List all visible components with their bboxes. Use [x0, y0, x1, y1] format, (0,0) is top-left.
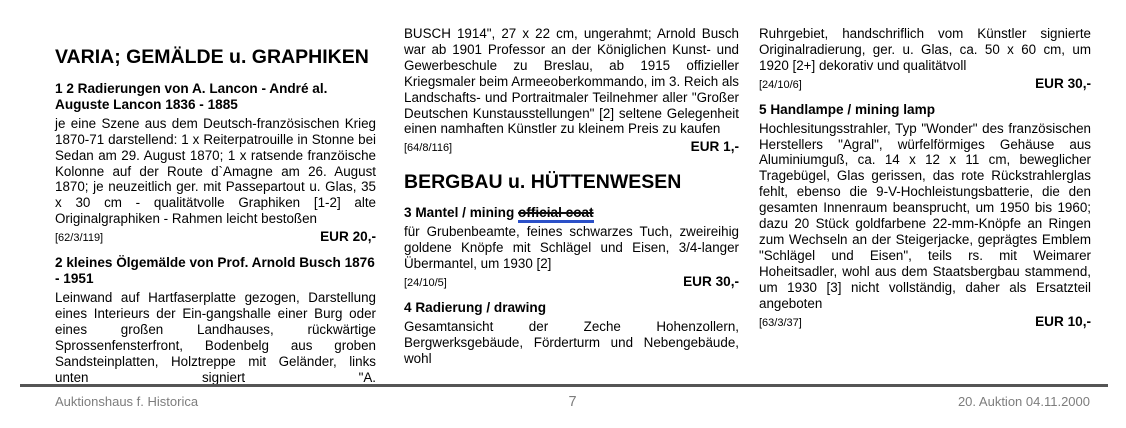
lot-ref: [24/10/5]	[404, 276, 447, 289]
lot-price: EUR 30,-	[683, 273, 739, 289]
lot-ref: [64/8/116]	[404, 142, 453, 155]
lot-item-4	[404, 300, 739, 367]
lot-item-1	[55, 81, 376, 246]
lot-title-text: 3 Mantel / mining	[404, 205, 519, 221]
footer-auction-info: 20. Auktion 04.11.2000	[957, 394, 1090, 409]
lot-description: je eine Szene aus dem Deutsch-französischen Krieg 1870-71 darstellend: 1 x Reiterpatrouille in Stonne bei Sedan am 29. August 1870; 1 x ratsende franzöische Kolonne auf der Route d`Amagne am 26. August 1870; je neuzeitlich ger. mit Passepartout u. Glas, 35 x 30 cm - qualitätvolle Graphiken [1-2] alte Originalgraphiken - Rahmen leicht bestoßen	[55, 115, 376, 227]
lot-description: Gesamtansicht der Zeche Hohenzollern, Bergwerksgebäude, Förderturm und Nebengebäude, wohl	[404, 318, 739, 366]
lot-title: 4 Radierung / drawing	[404, 299, 546, 315]
lot-price: EUR 10,-	[1035, 313, 1091, 329]
lot-item-2	[55, 255, 376, 385]
column-right	[759, 26, 1091, 332]
lot-title: 2 kleines Ölgemälde von Prof. Arnold Busch 1876 - 1951	[55, 255, 375, 287]
lot-title: 1 2 Radierungen von A. Lancon - André al. Auguste Lancon 1836 - 1885	[55, 81, 328, 112]
lot-title: 5 Handlampe / mining lamp	[759, 101, 935, 117]
section-heading-varia: VARIA; GEMÄLDE u. GRAPHIKEN	[55, 46, 369, 68]
struck-text: official coat	[518, 205, 594, 221]
lot-ref-price-row	[404, 274, 739, 291]
column-middle	[404, 26, 739, 367]
lot-description-continuation: Ruhrgebiet, handschriflich vom Künstler signierte Originalradierung, ger. u. Glas, ca. 50 x 60 cm, um 1920 [2+] dekorativ und qualitätvoll	[759, 26, 1091, 73]
lot-description: Leinwand auf Hartfaserplatte gezogen, Darstellung eines Interieurs der Ein-gangshalle einer Burg oder eines großen Landhauses, rückwärtige Sprossenfensterfront, Bodenbelg aus groben Sandsteinplatten, Holztreppe mit Geländer, links unten signiert "A.	[55, 289, 376, 385]
lot-ref-price-row	[404, 139, 739, 156]
lot-ref: [63/3/37]	[759, 316, 802, 329]
footer-divider-rule	[20, 384, 1108, 387]
lot-item-3	[404, 205, 739, 291]
lot-ref: [62/3/119]	[55, 232, 104, 245]
lot-ref: [24/10/6]	[759, 78, 802, 91]
section-heading-bergbau: BERGBAU u. HÜTTENWESEN	[404, 171, 682, 194]
lot-description-continuation: BUSCH 1914", 27 x 22 cm, ungerahmt; Arnold Busch war ab 1901 Professor an der Königlichen Kunst- und Gewerbeschule zu Breslau, ab 1915 offizieller Kriegsmaler beim Armeeoberkommando, im 3. Reich als Landschafts- und Portraitmaler Teilnehmer aller "Großer Deutschen Kunstausstellungen" [2] seltene Gelegenheit einen namhaften Künstler zu kleinem Preis zu kaufen	[404, 26, 739, 137]
footer-page-number: 7	[568, 394, 577, 410]
lot-description: für Grubenbeamte, feines schwarzes Tuch, zweireihig goldene Knöpfe mit Schlägel und Eisen, 3/4-langer Übermantel, um 1930 [2]	[404, 224, 739, 272]
column-left	[55, 46, 376, 385]
lot-price: EUR 1,-	[690, 139, 739, 155]
footer-publisher: Auktionshaus f. Historica	[55, 394, 199, 409]
lot-price: EUR 20,-	[320, 229, 376, 245]
lot-item-2-continuation	[404, 26, 739, 156]
lot-description: Hochlesitungsstrahler, Typ "Wonder" des französischen Herstellers "Agral", würfelförmiges Gehäuse aus Aluminiumguß, ca. 14 x 12 x 11 cm, beweglicher Tragebügel, Glas gerissen, das rote Rückstrahlerglas fehlt, ebenso die 9-V-Hochleistungsbatterie, die den gesamten Innenraum beansprucht, um 1950 bis 1960; dazu 20 Stück goldfarbene 22-mm-Knöpfe an Ringen zum Wechseln an der Steigerjacke, geprägtes Emblem "Schlägel und Eisen", teils rs. mit Weimarer Hoheitsadler, wohl aus dem Staatsbergbau stammend, um 1930 [3] nicht vollständig, daher als Ersatzteil angeboten	[759, 120, 1091, 311]
lot-item-4-continuation	[759, 26, 1091, 93]
lot-ref-price-row	[759, 314, 1091, 331]
strikethrough-correction	[518, 205, 594, 223]
lot-item-5	[759, 102, 1091, 331]
lot-price: EUR 30,-	[1035, 75, 1091, 91]
lot-ref-price-row	[759, 76, 1091, 93]
lot-title	[404, 205, 739, 221]
lot-ref-price-row	[55, 229, 376, 246]
